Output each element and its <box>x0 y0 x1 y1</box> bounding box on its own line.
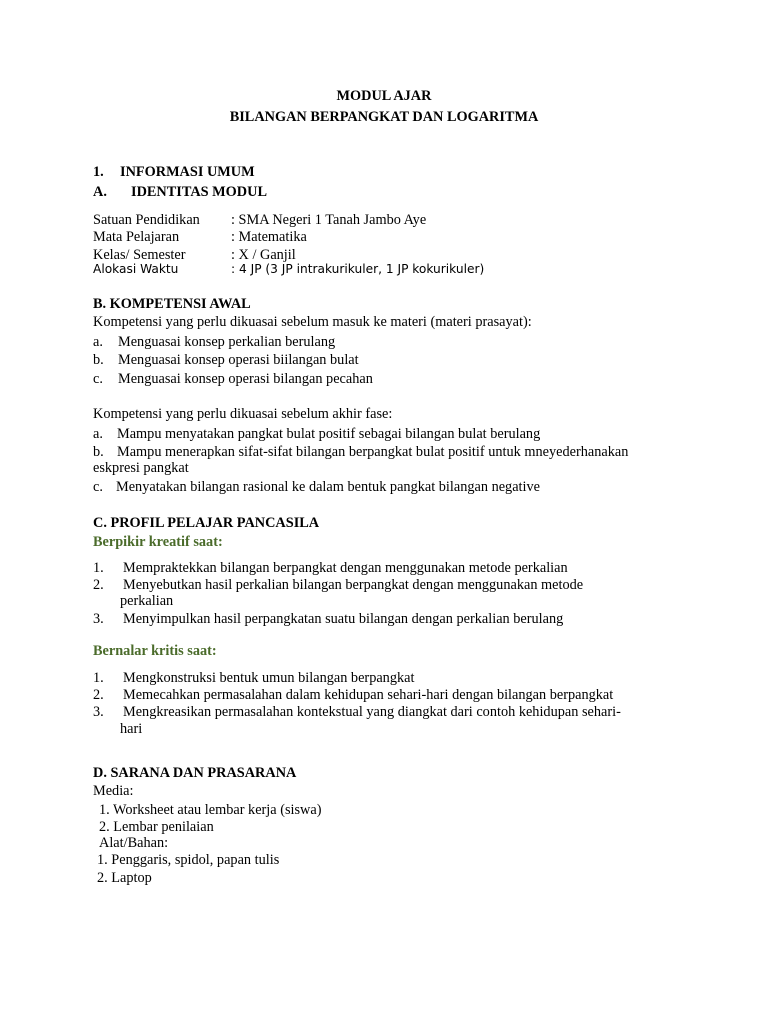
list-marker: a. <box>93 426 103 442</box>
document-title-line2: BILANGAN BERPANGKAT DAN LOGARITMA <box>229 109 539 125</box>
list-marker: c. <box>93 371 103 387</box>
sarana-heading: D. SARANA DAN PRASARANA <box>93 765 297 781</box>
list-marker: 2. <box>93 687 104 703</box>
section-heading: INFORMASI UMUM <box>120 164 255 180</box>
list-item-continued: eskpresi pangkat <box>93 460 189 476</box>
list-item: 2. Lembar penilaian <box>99 819 214 835</box>
list-marker: 1. <box>93 560 104 576</box>
alat-label: Alat/Bahan: <box>99 835 169 851</box>
list-item-continued: hari <box>120 721 143 737</box>
kompetensi-intro: Kompetensi yang perlu dikuasai sebelum akhir fase: <box>93 406 393 422</box>
kritis-heading: Bernalar kritis saat: <box>93 643 217 659</box>
list-item: Mampu menyatakan pangkat bulat positif sebagai bilangan bulat berulang <box>117 426 541 442</box>
list-item: 2. Laptop <box>97 870 152 886</box>
list-marker: c. <box>93 479 103 495</box>
list-marker: b. <box>93 352 104 368</box>
list-item-continued: perkalian <box>120 593 174 609</box>
media-label: Media: <box>93 783 134 799</box>
list-item: Memecahkan permasalahan dalam kehidupan sehari-hari dengan bilangan berpangkat <box>123 687 614 703</box>
list-marker: 1. <box>93 670 104 686</box>
list-item: Mengkonstruksi bentuk umun bilangan berpangkat <box>123 670 415 686</box>
list-item: Mengkreasikan permasalahan kontekstual yang diangkat dari contoh kehidupan sehari- <box>123 704 621 720</box>
list-item: Menyimpulkan hasil perpangkatan suatu bilangan dengan perkalian berulang <box>123 611 564 627</box>
list-marker: a. <box>93 334 103 350</box>
kreatif-heading: Berpikir kreatif saat: <box>93 534 223 550</box>
subsection-heading: IDENTITAS MODUL <box>131 184 267 200</box>
identity-value: : X / Ganjil <box>231 247 296 263</box>
document-title-line1: MODUL AJAR <box>336 88 432 104</box>
subsection-letter: A. <box>93 184 107 200</box>
list-item: Menguasai konsep perkalian berulang <box>118 334 336 350</box>
identity-label: Satuan Pendidikan <box>93 212 200 228</box>
identity-value: : Matematika <box>231 229 307 245</box>
list-marker: 3. <box>93 704 104 720</box>
identity-value: : 4 JP (3 JP intrakurikuler, 1 JP kokurikuler) <box>231 262 485 276</box>
list-marker: 2. <box>93 577 104 593</box>
list-marker: b. <box>93 444 104 460</box>
identity-label: Alokasi Waktu <box>93 262 179 276</box>
kompetensi-heading: B. KOMPETENSI AWAL <box>93 296 251 312</box>
list-item: Mampu menerapkan sifat-sifat bilangan berpangkat bulat positif untuk mneyederhanakan <box>117 444 629 460</box>
list-item: Menyatakan bilangan rasional ke dalam bentuk pangkat bilangan negative <box>116 479 540 495</box>
list-item: Menguasai konsep operasi biilangan bulat <box>118 352 359 368</box>
list-item: 1. Penggaris, spidol, papan tulis <box>97 852 280 868</box>
list-item: Menguasai konsep operasi bilangan pecahan <box>118 371 373 387</box>
list-item: Menyebutkan hasil perkalian bilangan berpangkat dengan menggunakan metode <box>123 577 584 593</box>
profil-heading: C. PROFIL PELAJAR PANCASILA <box>93 515 320 531</box>
section-number: 1. <box>93 164 104 180</box>
kompetensi-intro: Kompetensi yang perlu dikuasai sebelum masuk ke materi (materi prasayat): <box>93 314 532 330</box>
identity-label: Mata Pelajaran <box>93 229 180 245</box>
identity-value: : SMA Negeri 1 Tanah Jambo Aye <box>231 212 427 228</box>
list-item: Mempraktekkan bilangan berpangkat dengan menggunakan metode perkalian <box>123 560 568 576</box>
list-marker: 3. <box>93 611 104 627</box>
identity-label: Kelas/ Semester <box>93 247 186 263</box>
list-item: 1. Worksheet atau lembar kerja (siswa) <box>99 802 322 818</box>
